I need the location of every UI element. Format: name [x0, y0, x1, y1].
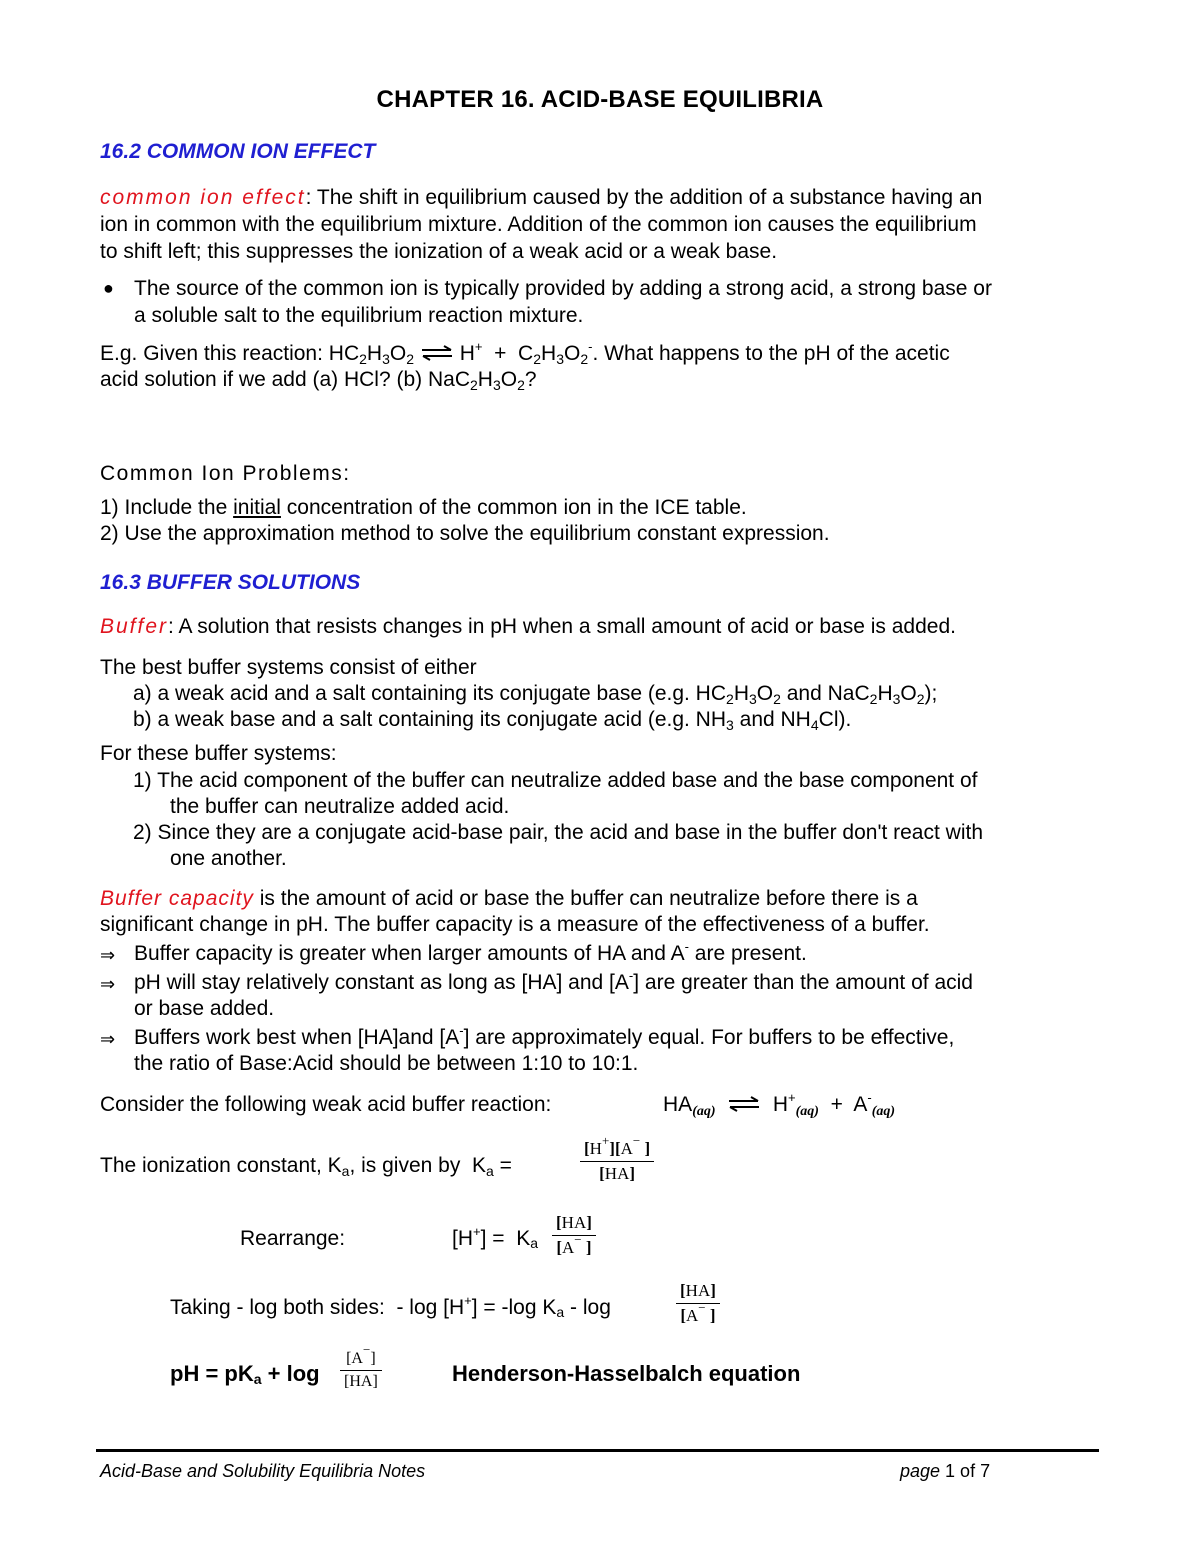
section-heading-common-ion: 16.2 COMMON ION EFFECT — [100, 140, 376, 163]
example-line-2: acid solution if we add (a) HCl? (b) $NaC_2H_3O_2$? — [100, 368, 537, 393]
buffer-point-2-line-1: 2) Since they are a conjugate acid-base pair, the acid and base in the buffer don't react with — [133, 821, 983, 844]
buffer-definition: Buffer: A solution that resists changes in pH when a small amount of acid or base is added. — [100, 615, 956, 638]
example-line-1: E.g. Given this reaction: $HC_2H_3O_2$ $H^+ + C_2H_3O_2^-$. What happens to the pH of the acetic — [100, 339, 950, 367]
taking-log-text: Taking - log both sides: - log [H+] = -log Ka - log — [170, 1293, 611, 1320]
rearrange-label: Rearrange: — [240, 1227, 346, 1250]
implies-arrow-icon: ⇒ — [100, 945, 116, 966]
implies-arrow-icon: ⇒ — [100, 1029, 116, 1050]
for-these-systems: For these buffer systems: — [100, 742, 337, 765]
bullet-line-2: a soluble salt to the equilibrium reaction mixture. — [134, 304, 584, 327]
page-title: CHAPTER 16. ACID-BASE EQUILIBRIA — [376, 86, 824, 113]
rearranged-equation: [H+] = Ka — [452, 1224, 538, 1251]
capacity-point-1: Buffer capacity is greater when larger amounts of HA and A- are present. — [134, 939, 807, 965]
bullet-icon: ● — [103, 278, 114, 298]
buffer-system-b: b) a weak base and a salt containing its conjugate acid (e.g. $NH_3$ and $NH_4Cl$). — [133, 708, 852, 733]
hh-equation-label: Henderson-Hasselbalch equation — [452, 1361, 801, 1386]
buffer-reaction-equation: $HA_{(aq)}$ $H^+_{(aq)} + A^-_{(aq)}$ — [663, 1090, 896, 1119]
common-ion-problems-heading: Common Ion Problems: — [100, 462, 351, 485]
term-buffer-capacity: Buffer capacity — [100, 887, 254, 910]
equilibrium-arrow-icon — [727, 1096, 761, 1112]
ionization-constant-text: The ionization constant, $K_a$, is given by $K_a$ = — [100, 1154, 512, 1179]
equilibrium-arrow-icon — [420, 345, 454, 361]
ka-fraction: $\frac{[H^+][A^- ]}{[HA]}$ — [580, 1139, 654, 1184]
capacity-point-3-line-2: the ratio of Base:Acid should be between 1:10 to 10:1. — [134, 1052, 639, 1075]
footer-divider — [96, 1449, 1099, 1452]
buffer-point-2-line-2: one another. — [170, 847, 287, 870]
section-heading-buffer-solutions: 16.3 BUFFER SOLUTIONS — [100, 571, 361, 594]
buffer-capacity-line-1: Buffer capacity is the amount of acid or base the buffer can neutralize before there is a — [100, 887, 918, 910]
common-ion-definition-line-3: to shift left; this suppresses the ionization of a weak acid or a weak base. — [100, 240, 778, 263]
problem-step-2: 2) Use the approximation method to solve the equilibrium constant expression. — [100, 522, 830, 545]
consider-reaction-text: Consider the following weak acid buffer reaction: — [100, 1093, 552, 1116]
capacity-point-2-line-2: or base added. — [134, 997, 275, 1020]
term-common-ion-effect: common ion effect — [100, 186, 306, 209]
buffer-system-a: a) a weak acid and a salt containing its conjugate base (e.g. $HC_2H_3O_2$ and $NaC_2H_3O_2$); — [133, 682, 938, 707]
term-buffer: Buffer — [100, 615, 169, 638]
problem-step-1: 1) Include the initial concentration of the common ion in the ICE table. — [100, 496, 747, 519]
henderson-hasselbalch-equation: pH = pKa + log — [170, 1361, 320, 1387]
implies-arrow-icon: ⇒ — [100, 974, 116, 995]
footer-title: Acid-Base and Solubility Equilibria Notes — [100, 1461, 426, 1481]
taking-log-fraction: $\frac{[HA]}{[A^- ]}$ — [676, 1281, 720, 1326]
bullet-line-1: The source of the common ion is typically provided by adding a strong acid, a strong base or — [134, 277, 992, 300]
capacity-point-3-line-1: Buffers work best when [HA]and [A-] are approximately equal. For buffers to be effective, — [134, 1023, 955, 1049]
footer-page-number: page 1 of 7 — [900, 1461, 991, 1481]
buffer-systems-intro: The best buffer systems consist of either — [100, 656, 477, 679]
hh-fraction: $\frac{[A^-]}{[HA]}$ — [340, 1350, 382, 1391]
common-ion-definition-line-2: ion in common with the equilibrium mixture. Addition of the common ion causes the equilibrium — [100, 213, 977, 236]
buffer-point-1-line-1: 1) The acid component of the buffer can neutralize added base and the base component of — [133, 769, 978, 792]
buffer-capacity-line-2: significant change in pH. The buffer capacity is a measure of the effectiveness of a buffer. — [100, 913, 930, 936]
common-ion-definition-line-1: common ion effect: The shift in equilibrium caused by the addition of a substance having an — [100, 186, 983, 209]
buffer-point-1-line-2: the buffer can neutralize added acid. — [170, 795, 510, 818]
capacity-point-2-line-1: pH will stay relatively constant as long as [HA] and [A-] are greater than the amount of acid — [134, 968, 973, 994]
rearrange-fraction: $\frac{[HA]}{[A^- ]}$ — [552, 1213, 596, 1258]
